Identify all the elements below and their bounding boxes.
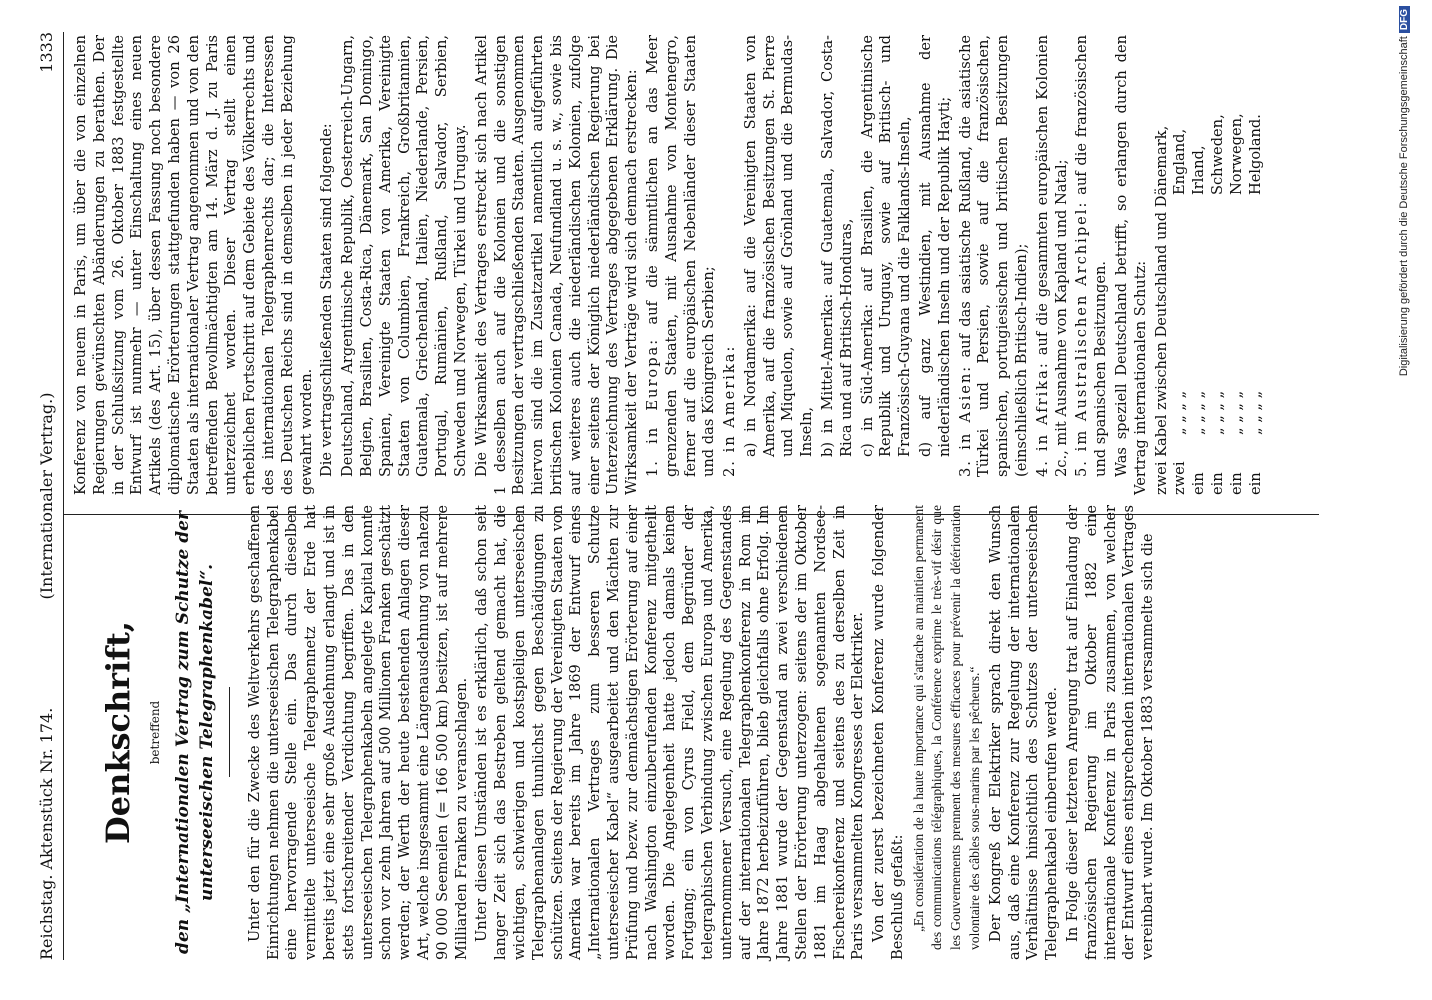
page-number: 1333 xyxy=(37,32,56,73)
list-item: d) auf ganz Westindien, mit Ausnahme der niederländischen Inseln und der Republik Hayti; xyxy=(917,34,953,457)
list-item: zwei Kabel zwischen Deutschland und Dänemark, xyxy=(1152,125,1170,495)
paragraph: Konferenz von neuem in Paris, um über die von einzelnen Regierungen gewünschten Abänderungen zu berathen. Der in der Schlußsitzung vom 26. Oktober 1883 festgestellte Entwurf ist nunmehr — unter Einschaltung eines neuen Artikels (des Art. 15), über dessen Fassung noch besondere diplomatische Erörterungen stattgefunden haben — von 26 Staaten als internationaler Vertrag angenommen und von den betreffenden Bevollmächtigten am 14. März d. J. zu Paris unterzeichnet worden. Dieser Vertrag stellt einen erheblichen Fortschritt auf dem Gebiete des Völkerrechts und des internationalen Telegraphenrechts dar; die Interessen des Deutschen Reichs sind in demselben in jeder Beziehung gewahrt worden. xyxy=(72,35,315,495)
cable-list xyxy=(1153,35,1266,495)
betreffend-label: betreffend xyxy=(148,700,162,765)
dfg-logo: DFG xyxy=(1399,6,1410,33)
list-item: ein„ „ „ „Irland, xyxy=(1190,145,1208,495)
list-item: ein„ „ „ „Schweden, xyxy=(1209,114,1227,495)
paragraph: Von der zuerst bezeichneten Konferenz wurde folgender Beschluß gefaßt: xyxy=(870,505,906,960)
list-item: c) in Süd-Amerika: auf Brasilien, die Argentinische Republik und Uruguay, sowie auf Britisch- und Französisch-Guyana und die Falklands-Inseln, xyxy=(858,34,914,457)
paragraph: Unter den für die Zwecke des Weltverkehrs geschaffenen Einrichtungen nehmen die unterseeischen Telegraphenkabel eine hervorragende Stelle ein. Das durch dieselben vermittelte unterseeische Telegraphennetz der Erde hat bereits jetzt eine sehr große Ausdehnung erlangt und ist in stets fortschreitender Verdichtung begriffen. Das in den unterseeischen Telegraphenkabeln angelegte Kapital konnte schon vor zehn Jahren auf 500 Millionen Franken geschätzt werden; der Werth der heute bestehenden Anlagen dieser Art, welche insgesammt eine Längenausdehnung von nahezu 90 000 Seemeilen (= 166 500 km) besitzen, ist auf mehrere Milliarden Franken zu veranschlagen. xyxy=(245,505,470,960)
list-item: 2. in Amerika: xyxy=(721,344,739,477)
territory-list xyxy=(644,35,1111,495)
list-item: a) in Nordamerika: auf die Vereinigten Staaten von Amerika, auf die französischen Besitzungen St. Pierre und Miquelon, sowie auf Grönland und die Bermudas-Inseln, xyxy=(741,35,816,457)
document-title: Denkschrift, xyxy=(99,621,137,845)
left-column xyxy=(72,505,1160,960)
list-item: zwei„ „ „ „England, xyxy=(1171,128,1189,495)
watermark-text: Digitalisierung gefördert durch die Deutsche Forschungsgemeinschaft xyxy=(1398,36,1410,377)
paragraph: Unter diesen Umständen ist es erklärlich, daß schon seit langer Zeit sich das Bestreben geltend gemacht hat, die wichtigen, schwierigen und kostspieligen unterseeischen Telegraphenanlagen thunlichst gegen Beschädigungen zu schützen. Seitens der Regierung der Vereinigten Staaten von Amerika war bereits im Jahre 1869 der Entwurf eines „Internationalen Vertrages zum besseren Schutze unterseeischer Kabel“ ausgearbeitet und den Mächten zur Prüfung und bezw. zur demnächstigen Erörterung auf einer nach Washington einzuberufenden Konferenz mitgetheilt worden. Die Angelegenheit hatte jedoch damals keinen Fortgang; ein von Cyrus Field, dem Begründer der telegraphischen Verbindung zwischen Europa und Amerika, unternommener Versuch, eine Regelung des Gegenstandes auf der internationalen Telegraphenkonferenz in Rom im Jahre 1872 herbeizuführen, blieb gleichfalls ohne Erfolg. Im Jahre 1881 wurde der Gegenstand an zwei verschiedenen Stellen der Erörterung unterzogen: seitens der im Oktober 1881 im Haag abgehaltenen sogenannten Nordsee-Fischereikonferenz und seitens des zu derselben Zeit in Paris versammelten Kongresses der Elektriker. xyxy=(473,505,867,960)
list-item: b) in Mittel-Amerika: auf Guatemala, Salvador, Costa-Rica und auf Britisch-Honduras, xyxy=(819,35,855,457)
paragraph: In Folge dieser letzteren Anregung trat auf Einladung der französischen Regierung im Oktober 1882 eine internationale Konferenz in Paris zusammen, von welcher der Entwurf eines entsprechenden internationalen Vertrages vereinbart wurde. Im Oktober 1883 versammelte sich die xyxy=(1064,505,1157,960)
digitization-watermark xyxy=(1398,6,1428,996)
list-item: 3. in Asien: auf das asiatische Rußland, die asiatische Türkei und Persien, sowie auf die französischen, spanischen, portugiesischen und britischen Besitzungen (einschließlich Britisch-Indien); xyxy=(956,34,1031,477)
list-item: 4. in Afrika: auf die gesammten europäischen Kolonien 2c., mit Ausnahme von Kapland und Natal; xyxy=(1033,34,1070,477)
paragraph: Die Wirksamkeit des Vertrages erstreckt sich nach Artikel 1 desselben auch auf die Kolonien und die sonstigen Besitzungen der vertragschließenden Staaten. Ausgenommen hiervon sind die im Zusatzartikel namentlich aufgeführten britischen Kolonien Canada, Neufundland u. s. w., sowie bis auf weiteres auch die niederländischen Kolonien, zufolge einer seitens der Königlich niederländischen Regierung bei Unterzeichnung des Vertrages abgegebenen Erklärung. Die Wirksamkeit der Verträge wird sich demnach erstrecken: xyxy=(472,35,641,495)
header-rule xyxy=(63,32,64,960)
paragraph: Die vertragschließenden Staaten sind folgende: xyxy=(318,123,336,477)
page-header xyxy=(38,32,60,960)
paragraph: Der Kongreß der Elektriker sprach direkt den Wunsch aus, daß eine Konferenz zur Regelung der internationalen Verhältnisse hinsichtlich des Schutzes der unterseeischen Telegraphenkabel einberufen werde. xyxy=(986,505,1061,960)
document-subtitle: den „Internationalen Vertrag zum Schutze der unterseeischen Telegraphenkabel“. xyxy=(172,511,217,954)
list-item: 5. im Australischen Archipel: auf die französischen und spanischen Besitzungen. xyxy=(1073,35,1110,477)
states-list: Deutschland, Argentinische Republik, Oesterreich-Ungarn, Belgien, Brasilien, Costa-Rica, Dänemark, San Domingo, Spanien, Vereinigte Staaten von Amerika, Vereinigte Staaten von Columbien, Frankreich, Großbritannien, Guatemala, Griechenland, Italien, Niederlande, Persien, Portugal, Rumänien, Rußland, Salvador, Serbien, Schweden und Norwegen, Türkei und Uruguay. xyxy=(339,35,469,477)
list-item: ein„ „ „ „Helgoland. xyxy=(1246,114,1264,495)
french-quote: „En considération de la haute importance qui s'attache au maintien permanent des communications télégraphiques, la Conférence exprime le très-vif désir que les Gouvernements prennent des mesures efficaces pour prévenir la détérioration volontaire des câbles sous-marins par les pêcheurs.“ xyxy=(910,505,983,950)
right-column xyxy=(72,35,1265,495)
paragraph: Was speziell Deutschland betrifft, so erlangen durch den Vertrag internationalen Schutz: xyxy=(1113,35,1149,495)
header-center: (Internationaler Vertrag.) xyxy=(37,392,56,600)
title-divider xyxy=(229,688,230,778)
header-left: Reichstag. Aktenstück Nr. 174. xyxy=(37,707,56,960)
list-item: 1. in Europa: auf die sämmtlichen an das Meer grenzenden Staaten, mit Ausnahme von Montenegro, ferner auf die europäischen Nebenländer dieser Staaten und das Königreich Serbien; xyxy=(643,34,718,477)
list-item: ein„ „ „ „Norwegen, xyxy=(1227,113,1245,495)
